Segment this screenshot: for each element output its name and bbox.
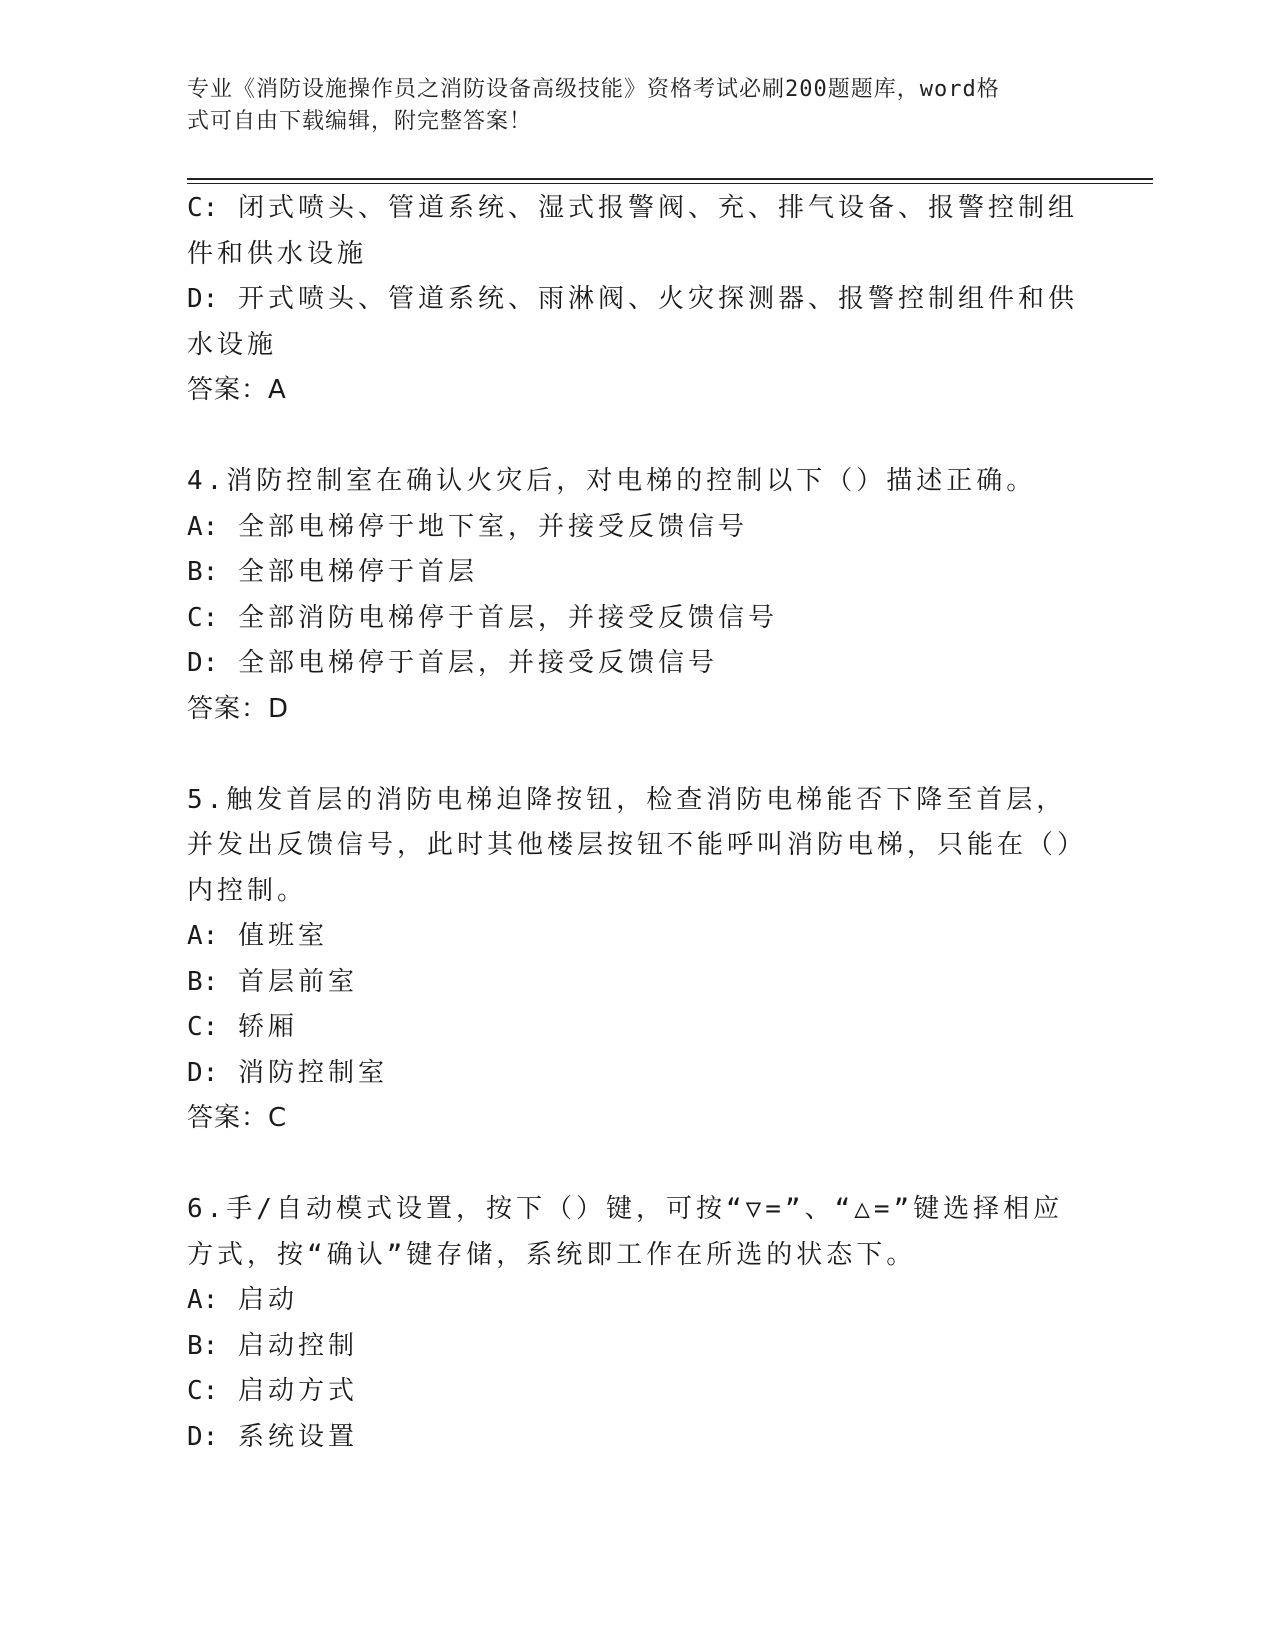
answer-line: 答案：D [187,693,290,724]
header-rule-thick [187,178,1153,180]
option-b: B: 全部电梯停于首层 [187,557,478,587]
question-stem: 6.手/自动模式设置，按下（）键，可按“▽=”、“△=”键选择相应方式，按“确认”键存储，系统即工作在所选的状态下。 [187,1194,1064,1270]
option-c: C: 启动方式 [187,1376,358,1406]
header-line-1: 专业《消防设施操作员之消防设备高级技能》资格考试必刷200题题库，word格 [187,77,1000,102]
spacer [187,1142,1087,1188]
header-rule-thin [187,183,1153,184]
option-c: C: 轿厢 [187,1012,298,1042]
option-a: A: 启动 [187,1285,298,1315]
option-b: B: 启动控制 [187,1330,358,1361]
question-4 [187,459,1087,732]
question-stem: 5.触发首层的消防电梯迫降按钮，检查消防电梯能否下降至首层，并发出反馈信号，此时其他楼层按钮不能呼叫消防电梯，只能在（）内控制。 [187,784,1088,906]
option-c: C: 全部消防电梯停于首层，并接受反馈信号 [187,602,778,633]
option-a: A: 值班室 [187,921,328,951]
question-content [187,186,1087,1460]
question-5 [187,778,1087,1142]
option-d: D: 系统设置 [187,1421,358,1452]
answer-line: 答案：C [187,1103,288,1133]
option-b: B: 首层前室 [187,966,358,997]
answer-line: 答案：A [187,375,287,405]
header-line-2: 式可自由下载编辑，附完整答案！ [187,109,533,134]
question-6 [187,1187,1087,1460]
option-a: A: 全部电梯停于地下室，并接受反馈信号 [187,511,748,542]
question-stem: 4.消防控制室在确认火灾后，对电梯的控制以下（）描述正确。 [187,466,1037,496]
option-d: D: 消防控制室 [187,1057,388,1088]
document-header [187,74,1067,138]
spacer [187,414,1087,460]
spacer [187,732,1087,778]
option-d: D: 开式喷头、管道系统、雨淋阀、火灾探测器、报警控制组件和供水设施 [187,284,1078,360]
question-3-continued [187,186,1087,414]
option-c: C: 闭式喷头、管道系统、湿式报警阀、充、排气设备、报警控制组件和供水设施 [187,193,1078,269]
option-d: D: 全部电梯停于首层，并接受反馈信号 [187,648,718,678]
